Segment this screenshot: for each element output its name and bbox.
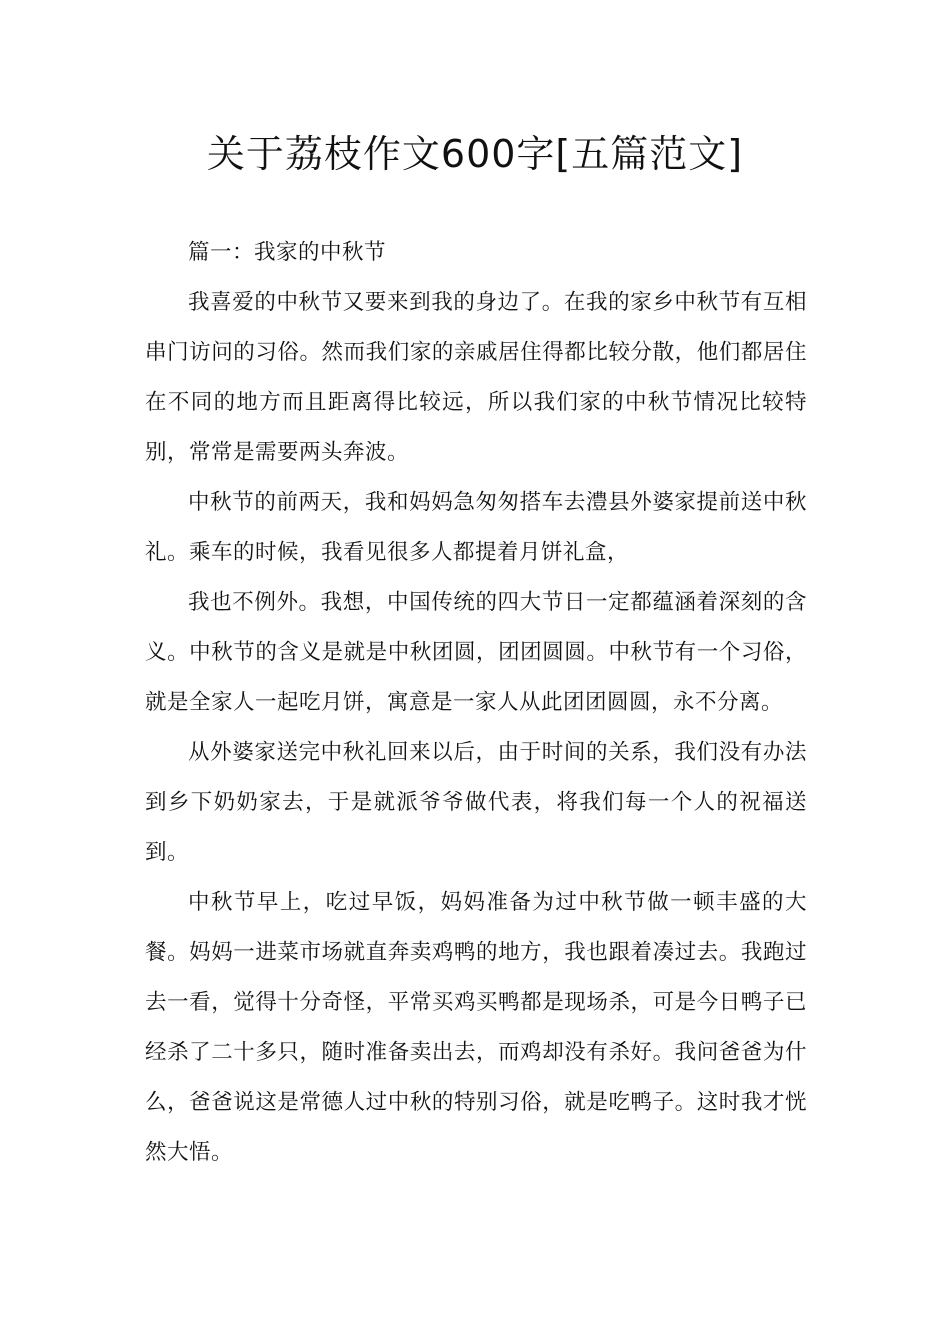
paragraph: 中秋节早上，吃过早饭，妈妈准备为过中秋节做一顿丰盛的大餐。妈妈一进菜市场就直奔卖鸡鸭的地方，我也跟着凑过去。我跑过去一看，觉得十分奇怪，平常买鸡买鸭都是现场杀，可是今日鸭子已经杀了二十多只，随时准备卖出去，而鸡却没有杀好。我问爸爸为什么，爸爸说这是常德人过中秋的特别习俗，就是吃鸭子。这时我才恍然大悟。 bbox=[145, 890, 807, 1165]
paragraph: 从外婆家送完中秋礼回来以后，由于时间的关系，我们没有办法到乡下奶奶家去，于是就派爷爷做代表，将我们每一个人的祝福送到。 bbox=[145, 740, 807, 865]
document-body bbox=[145, 228, 807, 1178]
document-title: 关于荔枝作文600字[五篇范文] bbox=[206, 132, 744, 176]
paragraph: 我也不例外。我想，中国传统的四大节日一定都蕴涵着深刻的含义。中秋节的含义是就是中秋团圆，团团圆圆。中秋节有一个习俗，就是全家人一起吃月饼，寓意是一家人从此团团圆圆，永不分离。 bbox=[145, 590, 807, 715]
paragraph-section-heading: 篇一：我家的中秋节 bbox=[188, 240, 387, 265]
paragraph: 我喜爱的中秋节又要来到我的身边了。在我的家乡中秋节有互相串门访问的习俗。然而我们家的亲戚居住得都比较分散，他们都居住在不同的地方而且距离得比较远，所以我们家的中秋节情况比较特别，常常是需要两头奔波。 bbox=[145, 290, 807, 465]
paragraph: 中秋节的前两天，我和妈妈急匆匆搭车去澧县外婆家提前送中秋礼。乘车的时候，我看见很多人都提着月饼礼盒， bbox=[145, 490, 807, 565]
